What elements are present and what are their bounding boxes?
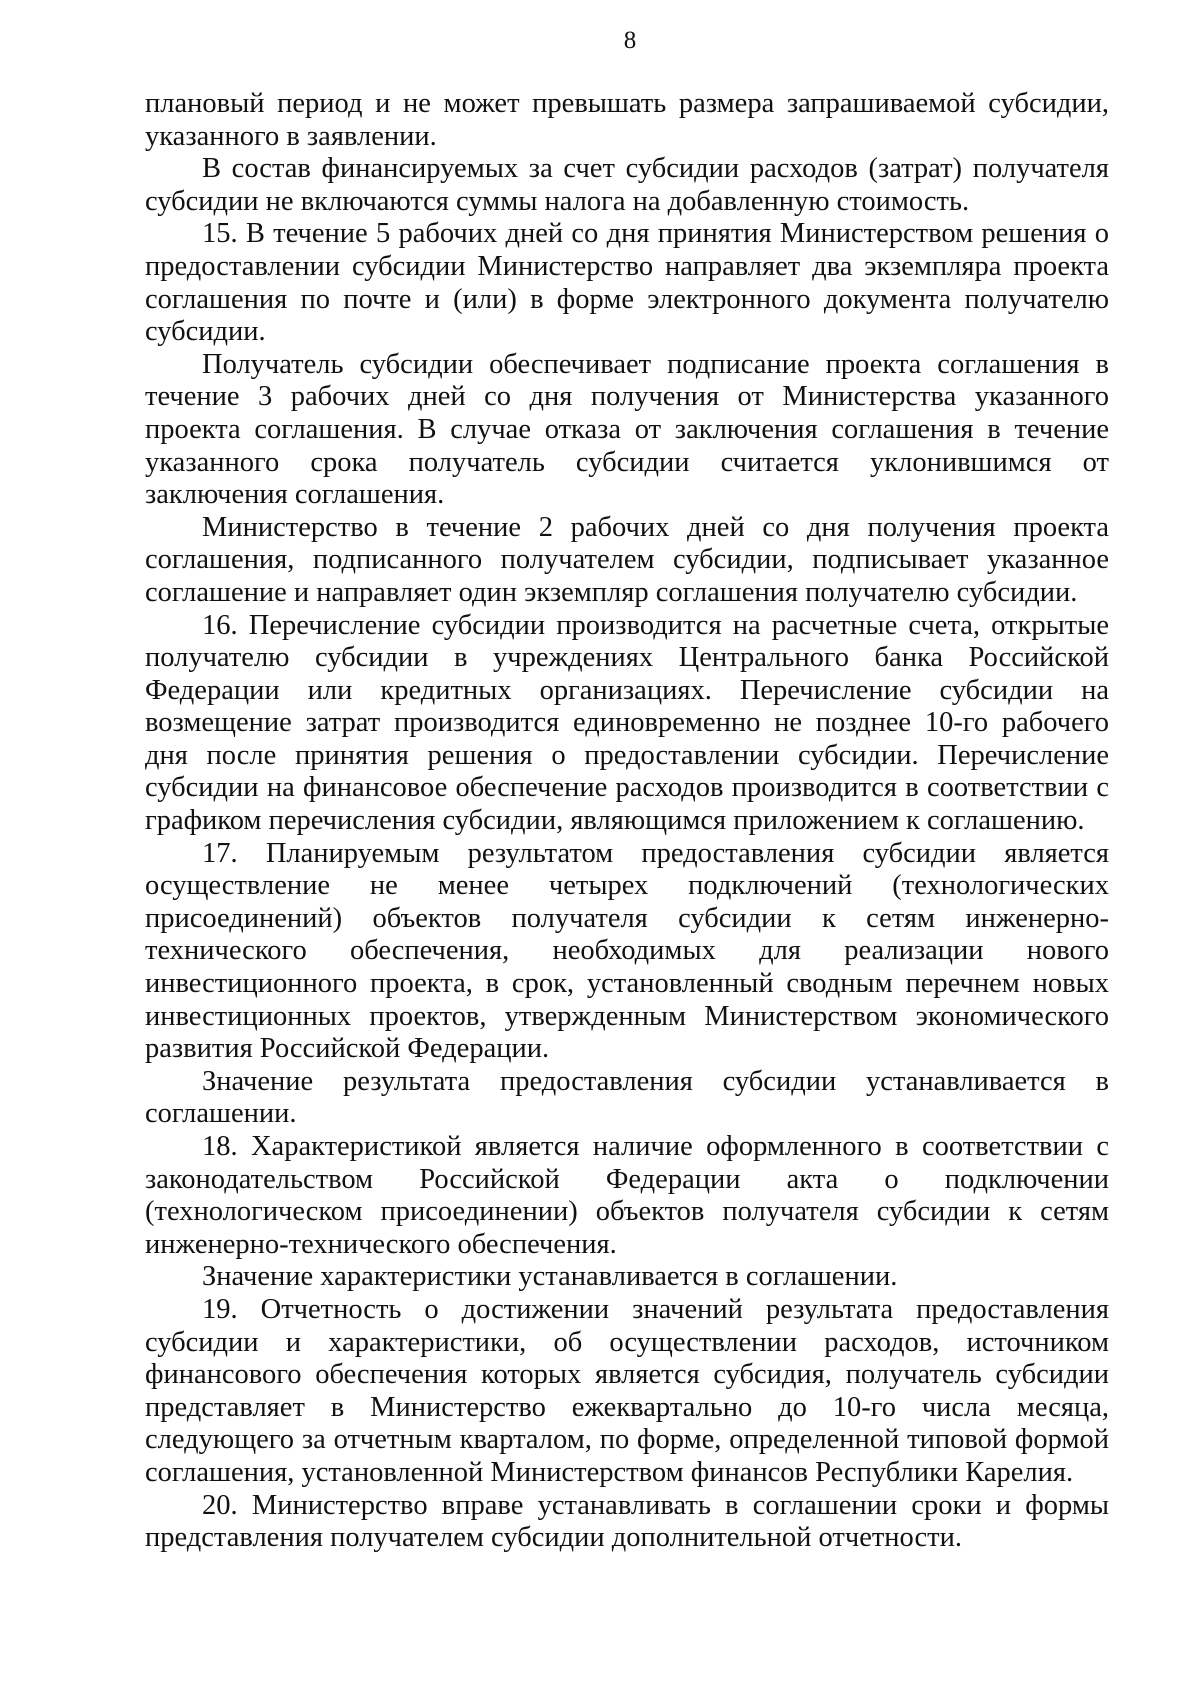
paragraph-vat-exclusion: В состав финансируемых за счет субсидии расходов (затрат) получателя субсидии не включаются суммы налога на добавленную стоимость.: [145, 153, 1109, 217]
paragraph-item-19: 19. Отчетность о достижении значений результата предоставления субсидии и характеристики, об осуществлении расходов, источником финансового обеспечения которых является субсидия, получатель субсидии представляет в Министерство ежеквартально до 10-го числа месяца, следующего за отчетным кварталом, по форме, определенной типовой формой соглашения, установленной Министерством финансов Республики Карелия.: [145, 1293, 1109, 1488]
paragraph-item-16: 16. Перечисление субсидии производится на расчетные счета, открытые получателю субсидии в учреждениях Центрального банка Российской Федерации или кредитных организациях. Перечисление субсидии на возмещение затрат производится единовременно не позднее 10-го рабочего дня после принятия решения о предоставлении субсидии. Перечисление субсидии на финансовое обеспечение расходов производится в соответствии с графиком перечисления субсидии, являющимся приложением к соглашению.: [145, 609, 1109, 837]
paragraph-item-18: 18. Характеристикой является наличие оформленного в соответствии с законодательством Российской Федерации акта о подключении (технологическом присоединении) объектов получателя субсидии к сетям инженерно-технического обеспечения.: [145, 1131, 1109, 1260]
paragraph-item-15: 15. В течение 5 рабочих дней со дня принятия Министерством решения о предоставлении субсидии Министерство направляет два экземпляра проекта соглашения по почте и (или) в форме электронного документа получателю субсидии.: [145, 218, 1109, 348]
paragraph-ministry-signing: Министерство в течение 2 рабочих дней со дня получения проекта соглашения, подписанного получателем субсидии, подписывает указанное соглашение и направляет один экземпляр соглашения получателю субсидии.: [145, 511, 1109, 608]
paragraph-item-20: 20. Министерство вправе устанавливать в соглашении сроки и формы представления получателем субсидии дополнительной отчетности.: [145, 1489, 1109, 1554]
paragraph-result-value: Значение результата предоставления субсидии устанавливается в соглашении.: [145, 1065, 1109, 1130]
paragraph-continuation: плановый период и не может превышать размера запрашиваемой субсидии, указанного в заявлении.: [145, 88, 1109, 152]
paragraph-characteristic-value: Значение характеристики устанавливается в соглашении.: [202, 1261, 898, 1293]
document-body: [145, 88, 1109, 1555]
page-number: 8: [623, 27, 637, 54]
paragraph-item-17: 17. Планируемым результатом предоставления субсидии является осуществление не менее четырех подключений (технологических присоединений) объектов получателя субсидии к сетям инженерно-технического обеспечения, необходимых для реализации нового инвестиционного проекта, в срок, установленный сводным перечнем новых инвестиционных проектов, утвержденным Министерством экономического развития Российской Федерации.: [145, 837, 1109, 1065]
paragraph-signing-deadline: Получатель субсидии обеспечивает подписание проекта соглашения в течение 3 рабочих дней со дня получения от Министерства указанного проекта соглашения. В случае отказа от заключения соглашения в течение указанного срока получатель субсидии считается уклонившимся от заключения соглашения.: [145, 348, 1109, 511]
